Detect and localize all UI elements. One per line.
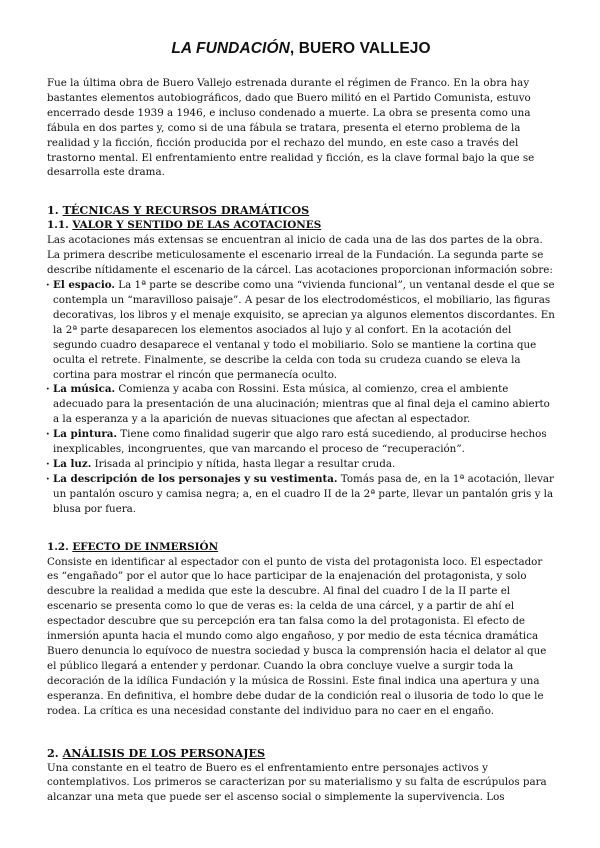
section-2-title: ANÁLISIS DE LOS PERSONAJES	[62, 745, 266, 760]
section-2-number: 2.	[47, 745, 63, 760]
list-item-text: Tiene como finalidad sugerir que algo raro está sucediendo, al producirse hechos inexplicables, incongruentes, que van marcando el proceso de “recuperación”.	[53, 428, 547, 456]
subsection-1-1-title: VALOR Y SENTIDO DE LAS ACOTACIONES	[72, 219, 322, 232]
spacer	[47, 719, 555, 746]
author-title: , BUERO VALLEJO	[289, 40, 431, 57]
list-item-label: La descripción de los personajes y su vestimenta.	[53, 472, 338, 485]
acotaciones-list	[47, 278, 555, 517]
section-1-number: 1.	[47, 203, 63, 218]
list-item-label: La música.	[53, 383, 116, 396]
work-title: LA FUNDACIÓN	[171, 40, 290, 57]
personajes-paragraph: Una constante en el teatro de Buero es el enfrentamiento entre personajes activos y contemplativos. Los primeros se caracterizan por su materialismo y su falta de escrúpulos para alcanzar una meta que puede ser el ascenso social o simplemente la supervivencia. Los	[47, 761, 547, 804]
list-item	[47, 457, 555, 472]
list-item-label: El espacio.	[53, 279, 116, 292]
document-page	[47, 40, 555, 805]
list-item	[47, 382, 555, 427]
section-1-title: TÉCNICAS Y RECURSOS DRAMÁTICOS	[62, 203, 310, 218]
list-item	[47, 427, 555, 457]
list-item-label: La luz.	[53, 457, 92, 470]
list-item	[47, 278, 555, 382]
subsection-1-2-heading	[47, 540, 555, 555]
acotaciones-paragraph: Las acotaciones más extensas se encuentran al inicio de cada una de las dos partes de la obra. La primera describe meticulosamente el escenario irreal de la Fundación. La segunda parte se describe nítidamente el escenario de la cárcel. Las acotaciones proporcionan información sobre:	[47, 234, 553, 277]
subsection-1-2-number: 1.2.	[47, 540, 73, 553]
subsection-1-2-title: EFECTO DE INMERSIÓN	[72, 540, 219, 553]
section-1-heading	[47, 203, 555, 218]
subsection-1-1-number: 1.1.	[47, 219, 73, 232]
intro-paragraph: Fue la última obra de Buero Vallejo estrenada durante el régimen de Franco. En la obra hay bastantes elementos autobiográficos, dado que Buero militó en el Partido Comunista, estuvo encerrado desde 1939 a 1946, e incluso condenado a muerte. La obra se presenta como una fábula en dos partes y, como si de una fábula se tratara, presenta el eterno problema de la realidad y la ficción, ficción producida por el rechazo del mundo, en este caso a través del trastorno mental. El enfrentamiento entre realidad y ficción, es la clave formal bajo la que se desarrolla este drama.	[47, 77, 535, 179]
inmersion-paragraph: Consiste en identificar al espectador con el punto de vista del protagonista loco. El espectador es “engañado” por el autor que lo hace participar de la enajenación del protagonista, y solo descubre la realidad a medida que este la descubre. Al final del cuadro I de la II parte el escenario se presenta como lo que de veras es: la celda de una cárcel, y a partir de ahí el espectador descubre que su percepción era tan falsa como la del protagonista. El efecto de inmersión apunta hacia el mundo como algo engañoso, y por medio de esta técnica dramática Buero denuncia lo equívoco de nuestra sociedad y busca la comprensión hacia el delator al que el público llegará a entender y perdonar. Cuando la obra concluye vuelve a surgir toda la decoración de la idílica Fundación y la música de Rossini. Este final indica una apertura y una esperanza. En definitiva, el hombre debe dudar de la condición real o ilusoria de todo lo que le rodea. La crítica es una necesidad constante del individuo para no caer en el engaño.	[47, 555, 547, 717]
document-title	[47, 40, 555, 58]
list-item-text: Tomás pasa de, en la 1ª acotación, llevar un pantalón oscuro y camisa negra; a, en el cuadro II de la 2ª parte, llevar un pantalón gris y la blusa por fuera.	[53, 472, 554, 515]
section-2-heading	[47, 746, 555, 761]
list-item-label: La pintura.	[53, 428, 118, 441]
spacer	[47, 517, 555, 540]
list-item-text: Comienza y acaba con Rossini. Esta música, al comienzo, crea el ambiente adecuado para la presentación de una alucinación; mientras que al final deja el camino abierto a la esperanza y a la aparición de nuevas situaciones que afectan al espectador.	[53, 383, 550, 426]
list-item-text: Irisada al principio y nítida, hasta llegar a resultar cruda.	[91, 457, 396, 470]
list-item	[47, 472, 555, 517]
subsection-1-1-heading	[47, 218, 555, 233]
list-item-text: La 1ª parte se describe como una “vivienda funcional”, un ventanal desde el que se contempla un “maravilloso paisaje”. A pesar de los electrodomésticos, el mobiliario, las figuras decorativas, los libros y el menaje exquisito, se aprecian ya algunos elementos discordantes. En la 2ª parte desaparecen los elementos asociados al lujo y al confort. En la acotación del segundo cuadro desaparece el ventanal y todo el mobiliario. Solo se mantiene la cortina que oculta el retrete. Finalmente, se describe la celda con toda su crudeza cuando se eleva la cortina para mostrar el rincón que permanecía oculto.	[53, 279, 555, 381]
